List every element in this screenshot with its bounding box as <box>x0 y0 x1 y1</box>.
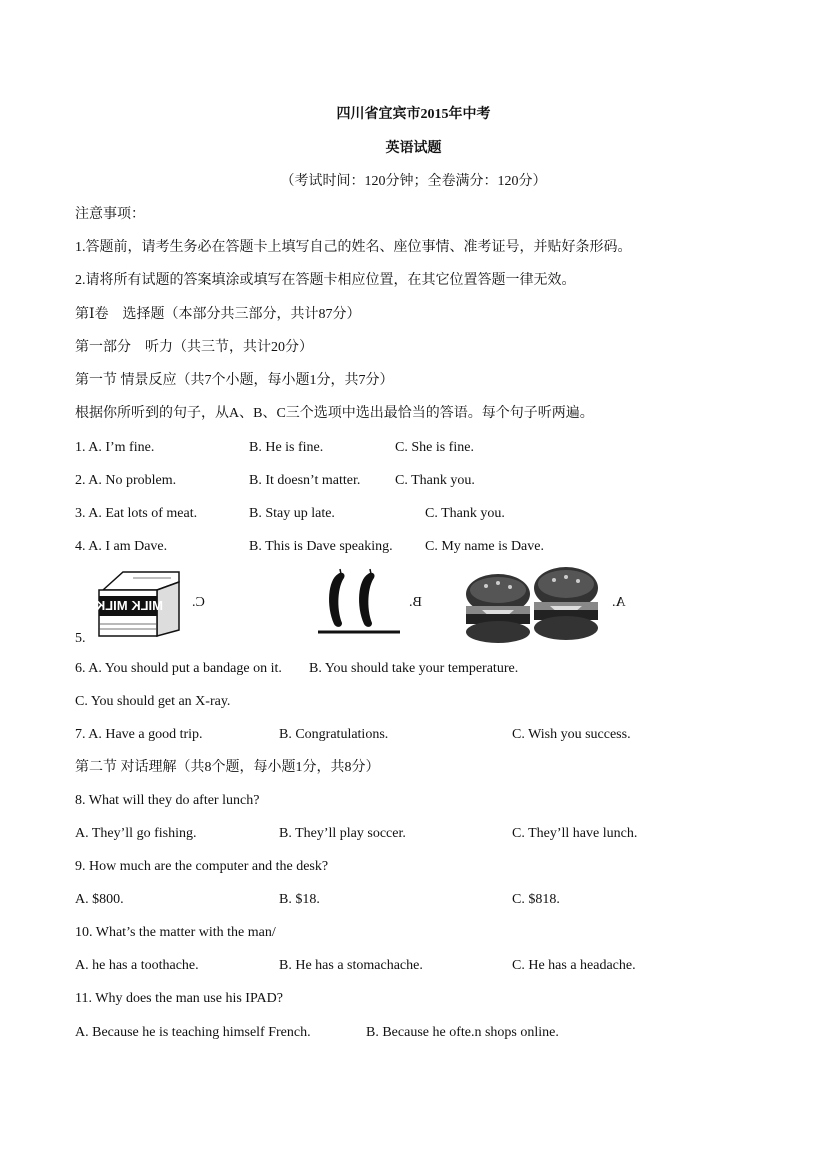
q9-option-a: A. $800. <box>75 892 124 907</box>
q9-option-c: C. $818. <box>512 892 560 907</box>
q7-option-b: B. Congratulations. <box>279 727 389 742</box>
section-heading-2: 第二节 对话理解（共8个题，每小题1分，共8分） <box>75 760 380 775</box>
q11-stem: 11. Why does the man use his IPAD? <box>75 991 283 1006</box>
q5-label-b: B. <box>409 595 422 610</box>
q10-stem: 10. What’s the matter with the man/ <box>75 925 276 940</box>
q8-option-a: A. They’ll go fishing. <box>75 826 197 841</box>
q1-option-b: B. He is fine. <box>249 440 324 455</box>
q3-option-c: C. Thank you. <box>425 506 505 521</box>
q9-option-b: B. $18. <box>279 892 320 907</box>
notice-item-2: 2.请将所有试题的答案填涂或填写在答题卡相应位置，在其它位置答题一律无效。 <box>75 273 576 288</box>
q6-option-c: C. You should get an X-ray. <box>75 694 231 709</box>
q1-option-c: C. She is fine. <box>395 440 474 455</box>
q2-option-b: B. It doesn’t matter. <box>249 473 361 488</box>
q8-option-b: B. They’ll play soccer. <box>279 826 406 841</box>
q3-option-a: 3. A. Eat lots of meat. <box>75 506 198 521</box>
q7-option-a: 7. A. Have a good trip. <box>75 727 203 742</box>
milk-carton-image <box>93 568 185 638</box>
milk-carton-label: MILK MILK <box>95 598 163 613</box>
q3-option-b: B. Stay up late. <box>249 506 335 521</box>
exam-title: 四川省宜宾市2015年中考 <box>336 107 491 122</box>
q7-option-c: C. Wish you success. <box>512 727 631 742</box>
q4-option-a: 4. A. I am Dave. <box>75 539 168 554</box>
exam-info: （考试时间：120分钟；全卷满分：120分） <box>280 174 547 189</box>
q6-option-a: 6. A. You should put a bandage on it. <box>75 661 282 676</box>
section-heading-1: 第一节 情景反应（共7个小题，每小题1分，共7分） <box>75 373 394 388</box>
q4-option-c: C. My name is Dave. <box>425 539 544 554</box>
q1-option-a: 1. A. I’m fine. <box>75 440 155 455</box>
q5-label-c: C. <box>192 595 205 610</box>
part-heading: 第一部分 听力（共三节，共计20分） <box>75 340 313 355</box>
q6-option-b: B. You should take your temperature. <box>309 661 519 676</box>
notice-item-1: 1.答题前，请考生务必在答题卡上填写自己的姓名、座位事情、准考证号，并贴好条形码。 <box>75 240 632 255</box>
hamburgers-image <box>462 564 604 646</box>
q2-option-a: 2. A. No problem. <box>75 473 177 488</box>
sausages-image <box>316 566 402 636</box>
q10-option-c: C. He has a headache. <box>512 958 636 973</box>
q9-stem: 9. How much are the computer and the desk? <box>75 859 329 874</box>
section-instruction: 根据你所听到的句子，从A、B、C三个选项中选出最恰当的答语。每个句子听两遍。 <box>75 406 594 421</box>
volume-heading: 第Ⅰ卷 选择题（本部分共三部分，共计87分） <box>75 307 361 322</box>
q4-option-b: B. This is Dave speaking. <box>249 539 393 554</box>
exam-subtitle: 英语试题 <box>385 141 442 156</box>
q10-option-a: A. he has a toothache. <box>75 958 199 973</box>
q5-number: 5. <box>75 631 86 646</box>
q11-option-b: B. Because he ofte.n shops online. <box>366 1025 559 1040</box>
q11-option-a: A. Because he is teaching himself French. <box>75 1025 311 1040</box>
q2-option-c: C. Thank you. <box>395 473 475 488</box>
q10-option-b: B. He has a stomachache. <box>279 958 423 973</box>
notice-heading: 注意事项： <box>75 207 145 222</box>
q8-option-c: C. They’ll have lunch. <box>512 826 638 841</box>
q8-stem: 8. What will they do after lunch? <box>75 793 260 808</box>
q5-label-a: A. <box>612 595 626 610</box>
